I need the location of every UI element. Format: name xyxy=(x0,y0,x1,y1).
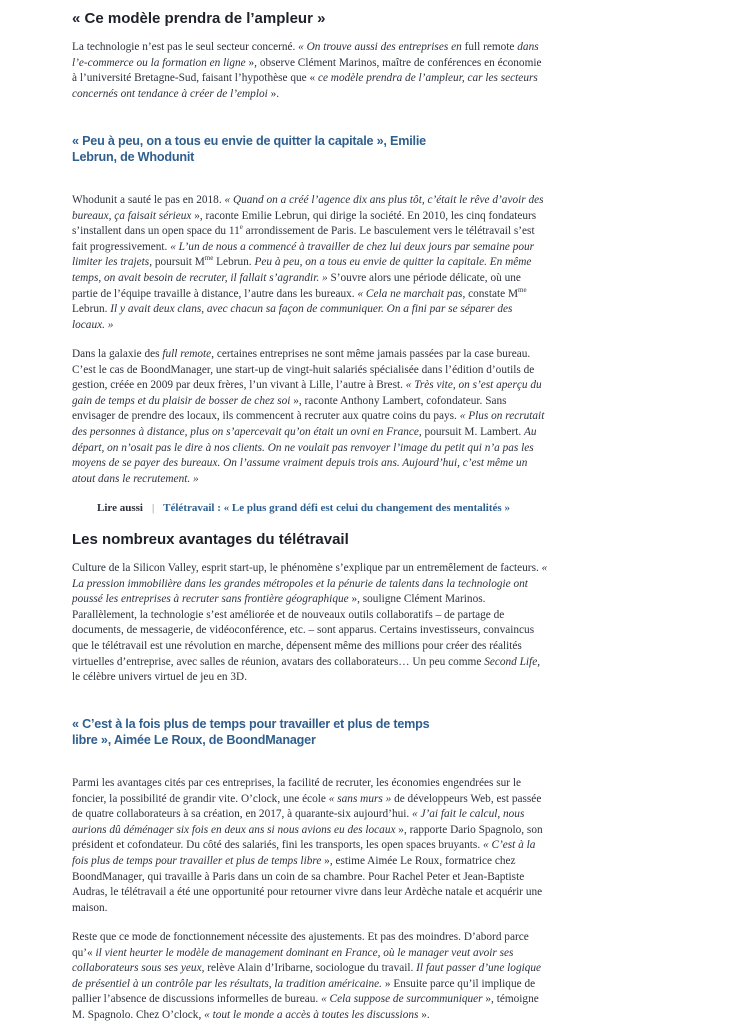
quote-text: full remote xyxy=(162,348,212,360)
body-text: ». xyxy=(267,87,280,100)
quote-text: Il y avait deux clans, avec chacun sa façon de communiquer. On a fini par se séparer des locaux. » xyxy=(72,303,513,331)
body-text: », estime Aimée Le Roux, formatrice chez BoondManager, qui travaille à Paris dans un coin de sa chambre. Pour Rachel Peter et Jean-Baptiste Audras, le télétravail a été une opportunité pour retourner vivre dans leur Ardèche natale et acquérir une maison. xyxy=(72,854,543,914)
body-text: », observe Clément Marinos, maître de conférences en économie à l’université Bretagne-Sud, faisant l’hypothèse que « xyxy=(72,56,542,85)
quote-heading-line-2: Lebrun, de Whodunit xyxy=(72,150,195,164)
body-text: », raconte Emilie Lebrun, qui dirige la société. En 2010, les cinq fondateurs s’installent dans un open space du 11 xyxy=(72,209,537,238)
quote-text: Peu à peu, on a tous eu envie de quitter la capitale. En même temps, on avait besoin de recruter, il fallait s’agrandir. » xyxy=(72,256,532,284)
quote-text: « Plus on recrutait des personnes à distance, plus on s’apercevait qu’on était un ovni en France, xyxy=(72,410,545,438)
body-text: , le célèbre univers virtuel de jeu en 3D. xyxy=(72,655,541,684)
body-text: Lebrun. xyxy=(72,303,111,316)
body-text: », rapporte Dario Spagnolo, son président et cofondateur. Du côté des salariés, fini les transports, les open spaces bruyants. xyxy=(72,823,543,852)
body-text: Dans la galaxie des xyxy=(72,348,163,360)
body-text: S’ouvre alors une période délicate, où une partie de l’équipe travaille à distance, l’autre dans les bureaux. xyxy=(72,271,521,300)
read-also-box xyxy=(97,502,548,514)
quote-text: dans l’e-commerce ou la formation en ligne xyxy=(72,41,539,69)
quote-text: ce modèle prendra de l’ampleur, car les secteurs concernés ont tendance à créer de l’emploi xyxy=(72,72,538,100)
body-text: Parmi les avantages cités par ces entreprises, la facilité de recruter, les économies engendrées sur le foncier, la possibilité de grandir vite. O’clock, une école xyxy=(72,777,522,805)
paragraph-ajustements xyxy=(72,930,548,1024)
quote-text: il vient heurter le modèle de management dominant en France, où le manager veut avoir ses collaborateurs sous ses yeux, xyxy=(72,946,514,975)
body-text: ». xyxy=(418,1008,430,1021)
read-also-separator: | xyxy=(151,502,155,514)
paragraph-whodunit xyxy=(72,193,548,333)
body-text: poursuit M. Lambert. xyxy=(421,425,525,438)
superscript-text: me xyxy=(204,254,214,263)
read-also-link[interactable]: Télétravail : « Le plus grand défi est celui du changement des mentalités » xyxy=(163,502,510,514)
quote-text: « sans murs » xyxy=(328,792,392,805)
body-text: , certaines entreprises ne sont même jamais passées par la case bureau. C’est le cas de BoondManager, une start-up de vingt-huit salariés spécialisée dans l’édition d’outils de gestion, créée en 2009 par deux frères, l’un vivant à Lille, l’autre à Brest. xyxy=(72,348,535,392)
quote-text: « tout le monde a accès à toutes les discussions xyxy=(204,1008,419,1021)
body-text: » Ensuite parce qu’il implique de pallier l’absence de discussions informelles de bureau. xyxy=(72,977,536,1006)
quote-text: « Très vite, on s’est aperçu du gain de temps et du plaisir de bosser de chez soi xyxy=(72,379,542,407)
body-text: Reste que ce mode de fonctionnement nécessite des ajustements. Et pas des moindres. D’abord parce qu’« xyxy=(72,931,529,959)
body-text: », raconte Anthony Lambert, cofondateur. Sans envisager de prendre des locaux, ils commencent à recruter aux quatre coins du pays. xyxy=(72,394,507,423)
body-text: Culture de la Silicon Valley, esprit start-up, le phénomène s’explique par un entremêlement de facteurs. xyxy=(72,562,542,574)
superscript-text: e xyxy=(239,223,243,232)
quote-text: Au départ, on n’osait pas le dire à nos clients. On ne voulait pas renvoyer l’image du petit qui n’a pas les moyens de se payer des bureaux. On l’assume vraiment depuis trois ans. Aujourd’hui, c’est même un atout dans le recrutement. » xyxy=(72,425,537,485)
body-text: constate M xyxy=(465,287,518,300)
body-text: relève Alain d’Iribarne, sociologue du travail. xyxy=(204,962,417,975)
quote-text: « Cela ne marchait pas, xyxy=(357,287,466,300)
paragraph-silicon-valley xyxy=(72,561,548,686)
body-text: La technologie n’est pas le seul secteur concerné. xyxy=(72,41,299,53)
body-text: full remote xyxy=(464,41,518,53)
body-text: Whodunit a sauté le pas en 2018. xyxy=(72,194,225,206)
body-text: de développeurs Web, est passée de quatre collaborateurs à sa création, en 2017, à quarante-six aujourd’hui. xyxy=(72,792,542,821)
body-text: arrondissement de Paris. Le basculement vers le télétravail s’est fait progressivement. xyxy=(72,225,535,253)
body-text: poursuit M xyxy=(152,256,205,269)
quote-text: Second Life xyxy=(484,655,538,668)
quote-heading-line-1: « C’est à la fois plus de temps pour travailler et plus de temps xyxy=(72,717,430,731)
body-text: Lebrun. xyxy=(213,256,255,269)
quote-text: « C’est à la fois plus de temps pour travailler et plus de temps libre xyxy=(72,839,536,867)
quote-heading-lebrun[interactable] xyxy=(72,133,548,165)
section-title-avantages: Les nombreux avantages du télétravail xyxy=(72,531,349,548)
paragraph-boondmanager xyxy=(72,347,548,487)
quote-text: « La pression immobilière dans les grandes métropoles et la pénurie de talents dans la technologie ont poussé les entreprises à recruter sans frontière géographique xyxy=(72,562,548,606)
quote-text: « Quand on a créé l’agence dix ans plus tôt, c’était le rêve d’avoir des bureaux, ça faisait sérieux xyxy=(72,194,544,222)
quote-heading-le-roux[interactable] xyxy=(72,716,548,748)
body-text: », témoigne M. Spagnolo. Chez O’clock, xyxy=(72,993,539,1021)
quote-heading-line-2: libre », Aimée Le Roux, de BoondManager xyxy=(72,733,316,747)
quote-text: « Cela suppose de surcommuniquer xyxy=(321,993,483,1006)
quote-heading-line-1: « Peu à peu, on a tous eu envie de quitter la capitale », Emilie xyxy=(72,134,426,148)
superscript-text: me xyxy=(518,285,527,294)
section-title-ampleur: « Ce modèle prendra de l’ampleur » xyxy=(72,10,326,27)
body-text: », souligne Clément Marinos. Parallèlement, la technologie s’est améliorée et de nouveaux outils collaboratifs – de partage de documents, de messagerie, de vidéoconférence, etc. – sont apparus. Certains investisseurs, convaincus que le télétravail est une révolution en marche, dépensent même des millions pour créer des réalités virtuelles d’entreprise, avec salles de réunion, avatars des collaborateurs… Un peu comme xyxy=(72,593,535,668)
quote-text: Il faut passer d’une logique de présentiel à un contrôle par les résultats, la tradition américaine. xyxy=(72,962,542,990)
quote-text: « L’un de nous a commencé à travailler de chez lui deux jours par semaine pour limiter les trajets, xyxy=(72,240,535,269)
paragraph-technologie xyxy=(72,40,548,102)
quote-text: « On trouve aussi des entreprises en xyxy=(298,41,465,53)
read-also-label: Lire aussi xyxy=(97,502,143,514)
paragraph-avantages xyxy=(72,776,548,916)
quote-text: « J’ai fait le calcul, nous aurions dû déménager six fois en deux ans si nous avions eu des locaux xyxy=(72,808,525,836)
